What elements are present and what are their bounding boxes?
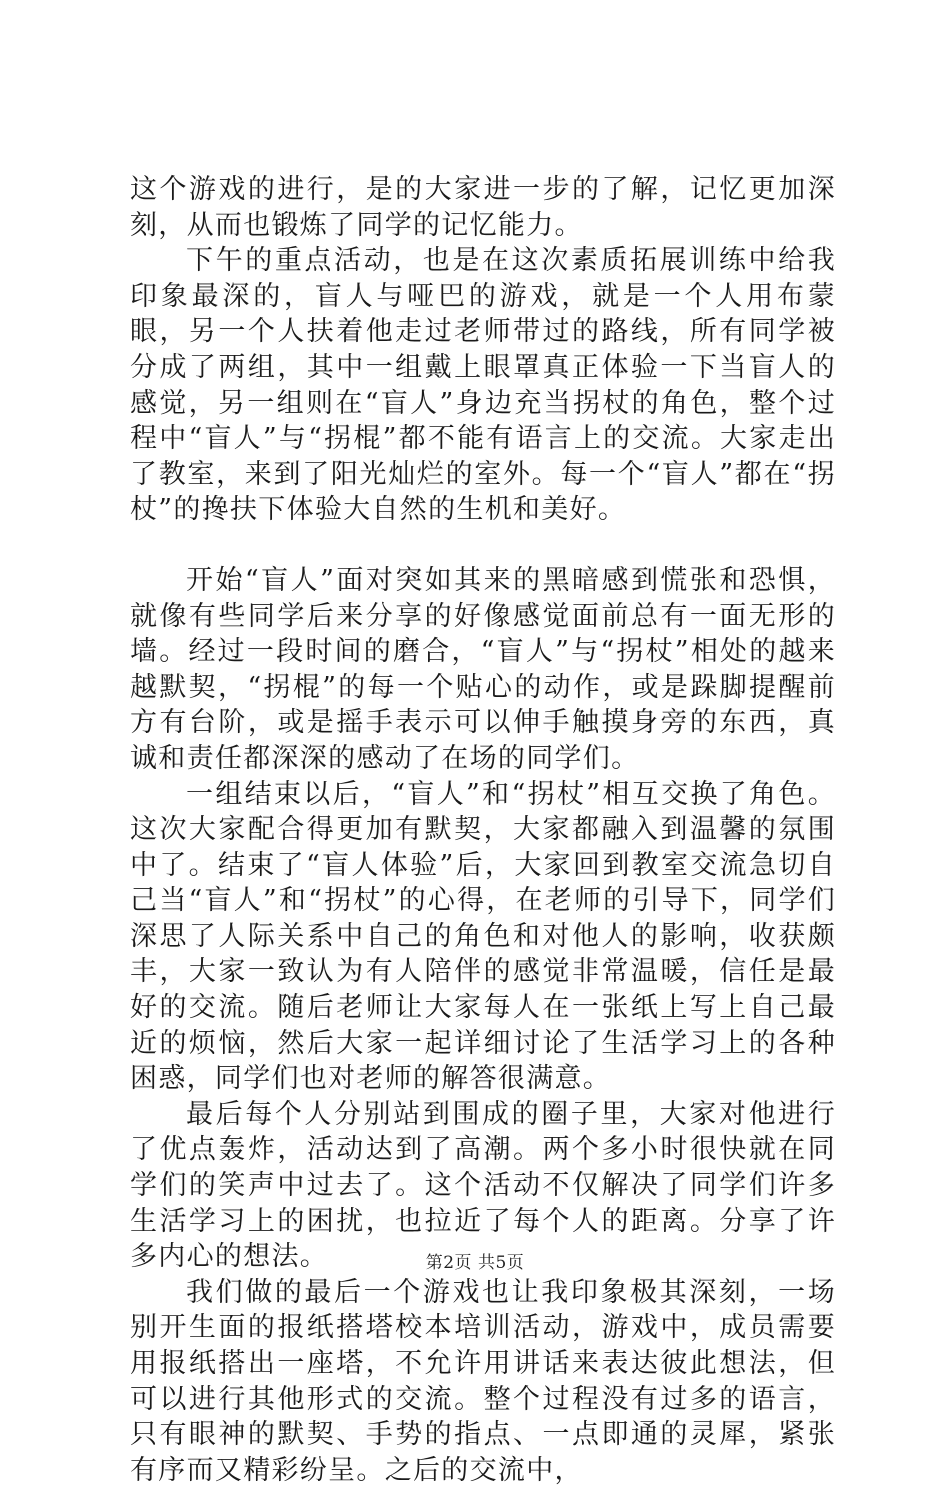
- paragraph-2: 下午的重点活动，也是在这次素质拓展训练中给我印象最深的，盲人与哑巴的游戏，就是一个人用布蒙眼，另一个人扶着他走过老师带过的路线，所有同学被分成了两组，其中一组戴上眼罩真正体验一下当盲人的感觉，另一组则在“盲人”身边充当拐杖的角色，整个过程中“盲人”与“拐棍”都不能有语言上的交流。大家走出了教室，来到了阳光灿烂的室外。每一个“盲人”都在“拐杖”的搀扶下体验大自然的生机和美好。: [130, 245, 836, 526]
- paragraph-4: 一组结束以后，“盲人”和“拐杖”相互交换了角色。这次大家配合得更加有默契，大家都融入到温馨的氛围中了。结束了“盲人体验”后，大家回到教室交流急切自己当“盲人”和“拐杖”的心得，在老师的引导下，同学们深思了人际关系中自己的角色和对他人的影响，收获颇丰，大家一致认为有人陪伴的感觉非常温暖，信任是最好的交流。随后老师让大家每人在一张纸上写上自己最近的烦恼，然后大家一起详细讨论了生活学习上的各种困惑，同学们也对老师的解答很满意。: [130, 778, 836, 1095]
- paragraph-5: 最后每个人分别站到围成的圈子里，大家对他进行了优点轰炸，活动达到了高潮。两个多小时很快就在同学们的笑声中过去了。这个活动不仅解决了同学们许多生活学习上的困扰，也拉近了每个人的距离。分享了许多内心的想法。: [130, 1098, 836, 1273]
- page-footer: [0, 1248, 950, 1273]
- paragraph-6: 我们做的最后一个游戏也让我印象极其深刻，一场别开生面的报纸搭塔校本培训活动，游戏中，成员需要用报纸搭出一座塔，不允许用讲话来表达彼此想法，但可以进行其他形式的交流。整个过程没有过多的语言，只有眼神的默契、手势的指点、一点即通的灵犀，紧张有序而又精彩纷呈。之后的交流中，: [130, 1276, 836, 1486]
- page-number: 第2页 共5页: [425, 1253, 525, 1273]
- paragraph-1: 这个游戏的进行，是的大家进一步的了解，记忆更加深刻，从而也锻炼了同学的记忆能力。: [130, 174, 836, 241]
- paragraph-3: 开始“盲人”面对突如其来的黑暗感到慌张和恐惧，就像有些同学后来分享的好像感觉面前总有一面无形的墙。经过一段时间的磨合，“盲人”与“拐杖”相处的越来越默契，“拐棍”的每一个贴心的动作，或是跺脚提醒前方有台阶，或是摇手表示可以伸手触摸身旁的东西，真诚和责任都深深的感动了在场的同学们。: [130, 564, 836, 774]
- document-body: [130, 172, 836, 1488]
